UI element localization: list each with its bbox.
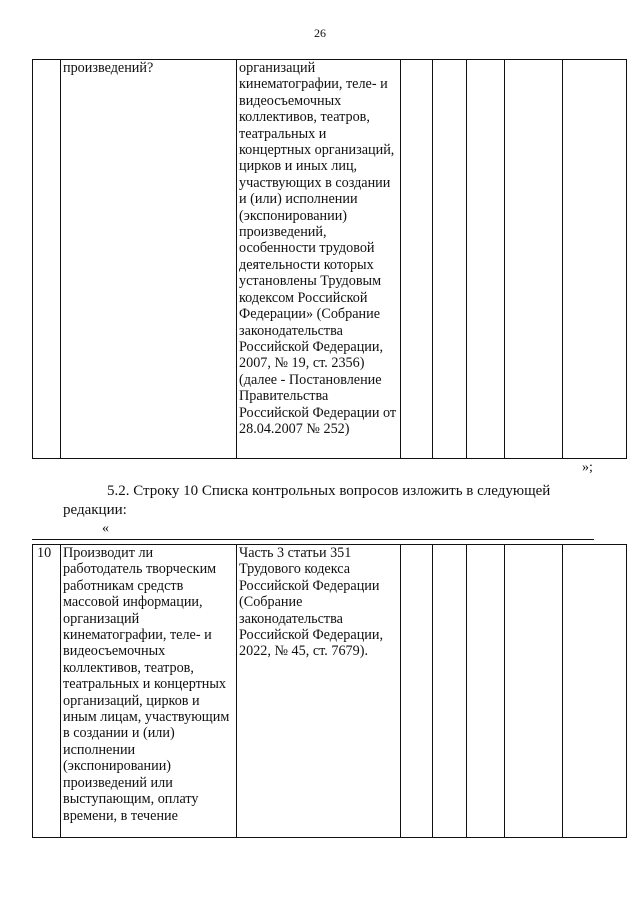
- row-number-cell: [33, 60, 61, 459]
- question-cell: произведений?: [61, 60, 237, 459]
- legal-basis-cell: организаций кинематографии, теле- и видеосъемочных коллективов, театров, театральных и концертных организаций, цирков и иных лиц, участвующих в создании и (или) исполнении (экспонировании) произведений, особенности трудовой деятельности которых установлены Трудовым кодексом Российской Федерации» (Собрание законодательства Российской Федерации, 2007, № 19, ст. 2356) (далее - Постановление Правительства Российской Федерации от 28.04.2007 № 252): [237, 60, 401, 459]
- closing-quote: »;: [582, 460, 593, 475]
- extra-cell: [563, 60, 627, 459]
- answer-no-cell: [433, 545, 467, 838]
- amendment-paragraph-cont: редакции:: [63, 502, 127, 518]
- checklist-table-bottom: [32, 544, 627, 838]
- answer-na-cell: [467, 545, 505, 838]
- answer-na-cell: [467, 60, 505, 459]
- question-cell: Производит ли работодатель творческим работникам средств массовой информации, организаций кинематографии, теле- и видеосъемочных коллективов, театров, театральных и концертных организаций, цирков и иным лицам, участвующим в создании и (или) исполнении (экспонировании) произведений или выступающим, оплату времени, в течение: [61, 545, 237, 838]
- answer-yes-cell: [401, 60, 433, 459]
- extra-cell: [563, 545, 627, 838]
- table-row: [33, 545, 627, 838]
- legal-basis-cell: Часть 3 статьи 351 Трудового кодекса Российской Федерации (Собрание законодательства Российской Федерации, 2022, № 45, ст. 7679).: [237, 545, 401, 838]
- amendment-paragraph: 5.2. Строку 10 Списка контрольных вопросов изложить в следующей: [107, 483, 551, 499]
- note-cell: [505, 545, 563, 838]
- row-number-cell: 10: [33, 545, 61, 838]
- note-cell: [505, 60, 563, 459]
- page-number: 26: [314, 26, 326, 40]
- answer-no-cell: [433, 60, 467, 459]
- table-row: [33, 60, 627, 459]
- table-double-border: [32, 539, 594, 540]
- opening-quote: «: [102, 521, 109, 536]
- checklist-table-top: [32, 59, 627, 459]
- answer-yes-cell: [401, 545, 433, 838]
